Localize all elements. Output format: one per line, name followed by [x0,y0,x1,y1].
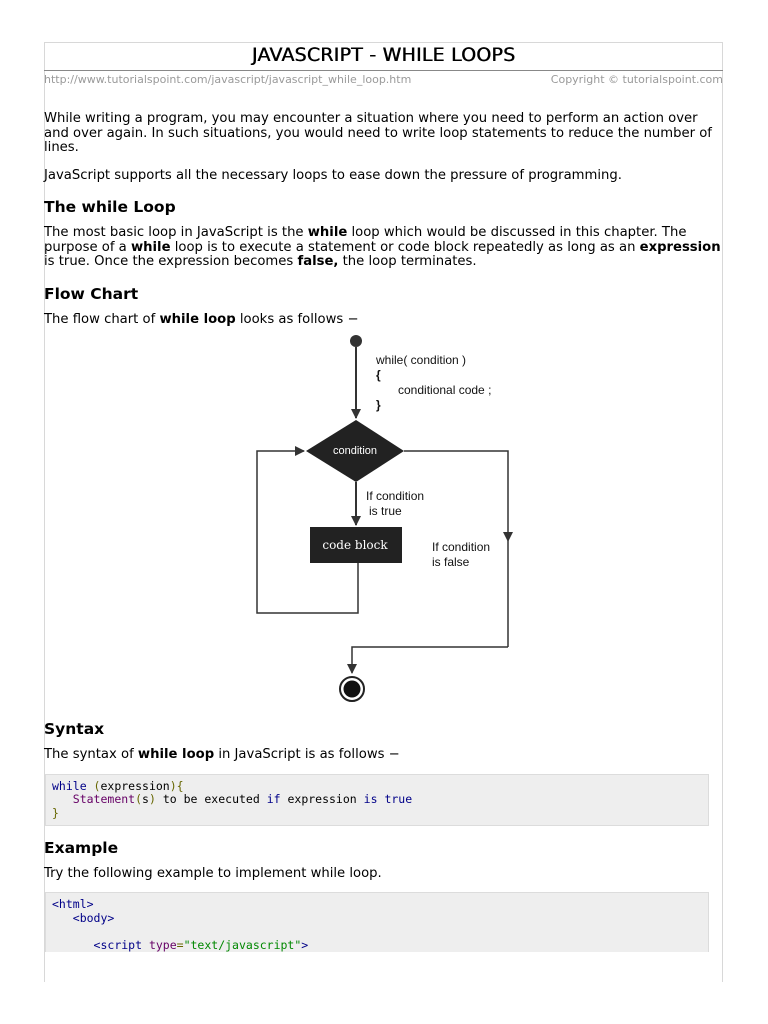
title-divider [44,70,723,71]
false-label-2: is false [432,555,470,569]
code-line-4: } [376,398,381,412]
while-loop-flowchart [254,333,554,713]
intro-paragraph-1: While writing a program, you may encounter a situation where you need to perform an action over and over again. In such situations, you would need to write loop statements to reduce the number of lines. [44,111,712,155]
example-intro: Try the following example to implement while loop. [44,865,382,881]
copyright-notice: Copyright © tutorialspoint.com [550,73,723,86]
heading-example: Example [44,838,119,857]
false-label-1: If condition [432,540,491,554]
syntax-intro: The syntax of while loop in JavaScript is as follows − [44,747,400,762]
source-url[interactable]: http://www.tutorialspoint.com/javascript/javascript_while_loop.htm [44,73,412,86]
start-node [350,335,362,347]
code-block-label: code block [322,538,388,552]
code-line-3: conditional code ; [398,383,492,397]
article-body [44,112,724,952]
condition-label: condition [332,445,378,457]
page-title: JAVASCRIPT - WHILE LOOPS [251,44,516,66]
flow-chart-intro: The flow chart of while loop looks as follows − [44,311,359,327]
exit-path [352,647,508,673]
true-label-1: If condition [366,489,425,503]
example-code-block[interactable]: <html> <body> <script type="text/javascript"> [45,892,709,952]
intro-paragraph-2: JavaScript supports all the necessary loops to ease down the pressure of programming. [44,167,622,183]
code-line-2: { [376,368,381,382]
heading-syntax: Syntax [44,720,105,738]
while-description: The most basic loop in JavaScript is the while loop which would be discussed in this chapter. The purpose of a while loop is to execute a statement or code block repeatedly as long as an expression is true. Once the expression becomes false, the loop terminates. [44,225,721,269]
heading-flow-chart: Flow Chart [44,284,139,303]
syntax-code-block[interactable]: while (expression){ Statement(s) to be executed if expression is true } [45,774,709,826]
heading-while-loop: The while Loop [44,198,176,216]
true-label-2: is true [369,504,402,518]
code-line-1: while( condition ) [376,353,467,367]
